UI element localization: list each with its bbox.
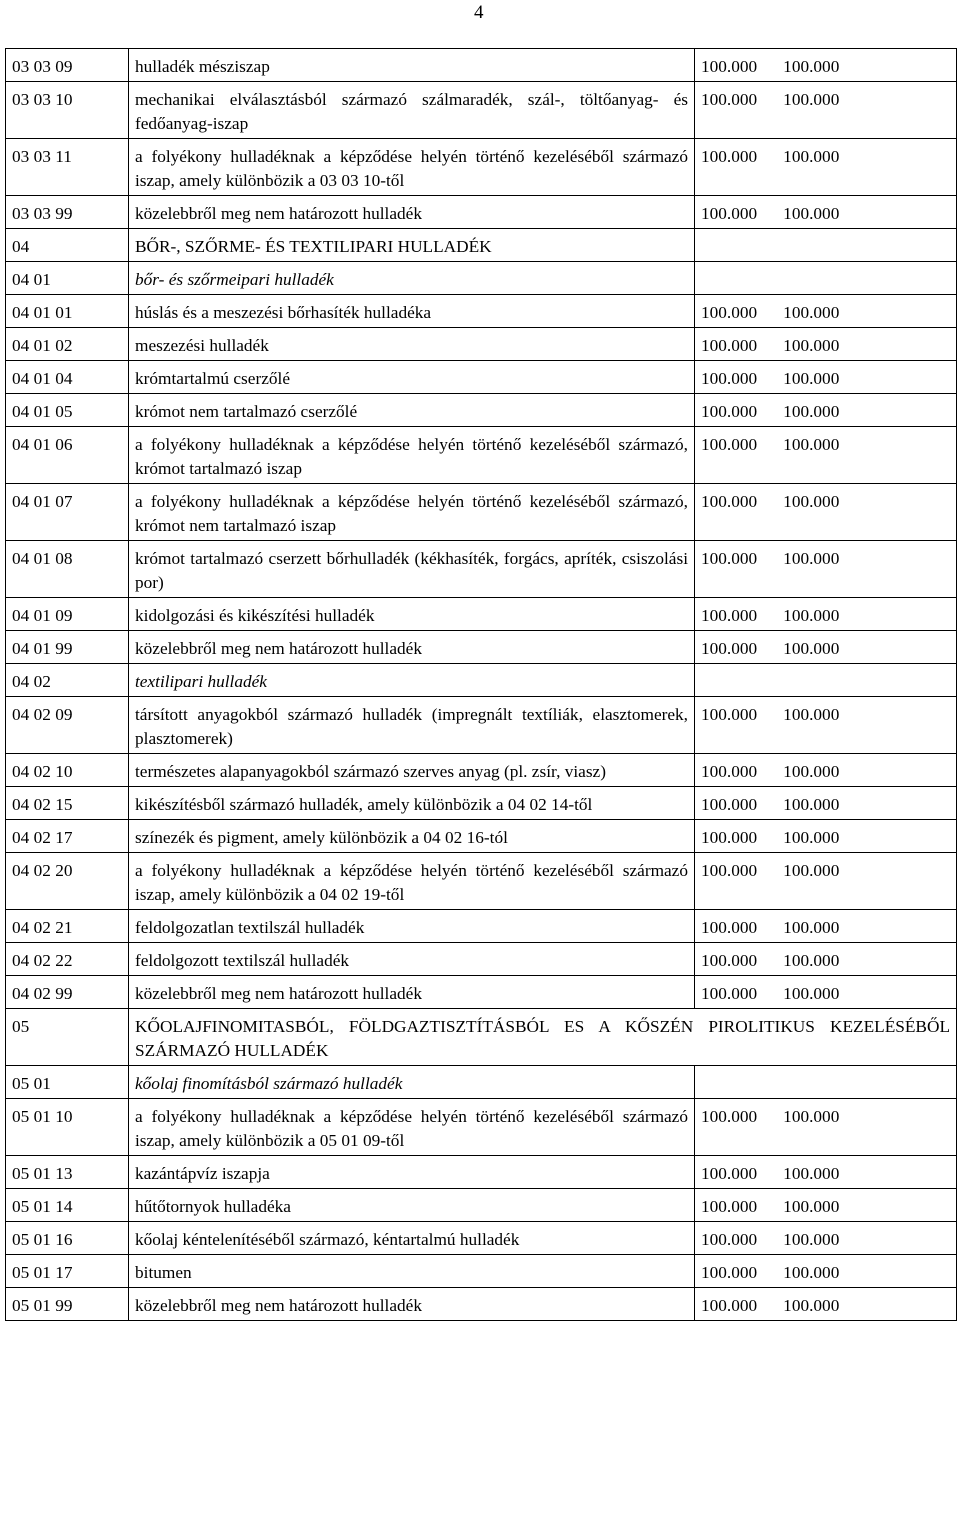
- waste-code-cell: 04 01 99: [6, 631, 129, 664]
- waste-description-cell: BŐR-, SZŐRME- ÉS TEXTILIPARI HULLADÉK: [129, 229, 695, 262]
- table-row: [6, 1288, 957, 1321]
- quantity-cell: [695, 1255, 957, 1288]
- waste-code-cell: 04 01 07: [6, 484, 129, 541]
- waste-code-cell: 04: [6, 229, 129, 262]
- quantity-cell: [695, 910, 957, 943]
- quantity-value-1: 100.000: [701, 1107, 758, 1126]
- waste-description-cell: közelebbről meg nem határozott hulladék: [129, 1288, 695, 1321]
- quantity-value-2: 100.000: [783, 984, 840, 1003]
- waste-code-table: [5, 48, 957, 1321]
- table-row: [6, 631, 957, 664]
- quantity-cell: [695, 196, 957, 229]
- waste-code-cell: 04 02: [6, 664, 129, 697]
- waste-code-cell: 04 02 09: [6, 697, 129, 754]
- quantity-value-1: 100.000: [701, 1263, 758, 1282]
- quantity-cell: [695, 1288, 957, 1321]
- quantity-value-2: 100.000: [783, 549, 840, 568]
- quantity-value-1: 100.000: [701, 1197, 758, 1216]
- quantity-cell: [695, 328, 957, 361]
- waste-description-cell: kikészítésből származó hulladék, amely különbözik a 04 02 14-től: [129, 787, 695, 820]
- quantity-value-2: 100.000: [783, 1230, 840, 1249]
- waste-code-cell: 04 01 02: [6, 328, 129, 361]
- waste-code-cell: 04 01 08: [6, 541, 129, 598]
- waste-description-cell: krómot tartalmazó cserzett bőrhulladék (kékhasíték, forgács, apríték, csiszolási por): [129, 541, 695, 598]
- table-row: [6, 787, 957, 820]
- waste-description-cell: kidolgozási és kikészítési hulladék: [129, 598, 695, 631]
- quantity-value-2: 100.000: [783, 861, 840, 880]
- table-row: [6, 295, 957, 328]
- waste-description-cell: feldolgozatlan textilszál hulladék: [129, 910, 695, 943]
- waste-description-cell: KŐOLAJFINOMITASBÓL, FÖLDGAZTISZTÍTÁSBÓL ES A KŐSZÉN PIROLITIKUS KEZELÉSÉBŐL SZÁRMAZÓ HULLADÉK: [129, 1009, 957, 1066]
- waste-code-cell: 05 01 13: [6, 1156, 129, 1189]
- table-row: [6, 1099, 957, 1156]
- waste-description-cell: hulladék mésziszap: [129, 49, 695, 82]
- waste-code-cell: 05 01 99: [6, 1288, 129, 1321]
- quantity-cell: [695, 1222, 957, 1255]
- quantity-value-2: 100.000: [783, 828, 840, 847]
- quantity-value-1: 100.000: [701, 336, 758, 355]
- table-row: [6, 943, 957, 976]
- waste-description-cell: textilipari hulladék: [129, 664, 695, 697]
- waste-description-cell: közelebbről meg nem határozott hulladék: [129, 631, 695, 664]
- quantity-cell: [695, 631, 957, 664]
- quantity-value-2: 100.000: [783, 336, 840, 355]
- group-row: [6, 229, 957, 262]
- waste-description-cell: bőr- és szőrmeipari hulladék: [129, 262, 695, 295]
- waste-code-cell: 04 02 15: [6, 787, 129, 820]
- subgroup-row: [6, 664, 957, 697]
- quantity-cell: [695, 262, 957, 295]
- quantity-value-1: 100.000: [701, 705, 758, 724]
- waste-code-cell: 03 03 99: [6, 196, 129, 229]
- waste-description-cell: társított anyagokból származó hulladék (impregnált textíliák, elasztomerek, plasztomerek): [129, 697, 695, 754]
- waste-description-cell: a folyékony hulladéknak a képződése helyén történő kezeléséből származó iszap, amely különbözik a 04 02 19-től: [129, 853, 695, 910]
- table-row: [6, 1255, 957, 1288]
- table-row: [6, 82, 957, 139]
- waste-code-cell: 04 01: [6, 262, 129, 295]
- quantity-value-2: 100.000: [783, 1296, 840, 1315]
- waste-code-cell: 04 02 20: [6, 853, 129, 910]
- waste-description-cell: bitumen: [129, 1255, 695, 1288]
- table-row: [6, 1222, 957, 1255]
- table-row: [6, 598, 957, 631]
- quantity-cell: [695, 541, 957, 598]
- quantity-value-2: 100.000: [783, 492, 840, 511]
- quantity-value-2: 100.000: [783, 762, 840, 781]
- waste-description-cell: a folyékony hulladéknak a képződése helyén történő kezeléséből származó, krómot tartalmazó iszap: [129, 427, 695, 484]
- waste-code-cell: 03 03 10: [6, 82, 129, 139]
- quantity-cell: [695, 427, 957, 484]
- waste-code-cell: 04 01 05: [6, 394, 129, 427]
- quantity-cell: [695, 394, 957, 427]
- quantity-value-1: 100.000: [701, 435, 758, 454]
- table-row: [6, 196, 957, 229]
- quantity-value-2: 100.000: [783, 435, 840, 454]
- table-row: [6, 49, 957, 82]
- waste-description-cell: kőolaj finomításból származó hulladék: [129, 1066, 695, 1099]
- quantity-value-2: 100.000: [783, 606, 840, 625]
- quantity-value-1: 100.000: [701, 795, 758, 814]
- waste-code-cell: 05: [6, 1009, 129, 1066]
- quantity-value-2: 100.000: [783, 951, 840, 970]
- waste-code-cell: 05 01 17: [6, 1255, 129, 1288]
- quantity-cell: [695, 1156, 957, 1189]
- waste-description-cell: természetes alapanyagokból származó szerves anyag (pl. zsír, viasz): [129, 754, 695, 787]
- quantity-value-2: 100.000: [783, 204, 840, 223]
- quantity-value-1: 100.000: [701, 1164, 758, 1183]
- quantity-value-1: 100.000: [701, 303, 758, 322]
- waste-code-cell: 04 02 17: [6, 820, 129, 853]
- quantity-cell: [695, 361, 957, 394]
- quantity-cell: [695, 976, 957, 1009]
- waste-code-cell: 04 02 22: [6, 943, 129, 976]
- quantity-cell: [695, 943, 957, 976]
- quantity-value-2: 100.000: [783, 147, 840, 166]
- quantity-value-1: 100.000: [701, 369, 758, 388]
- table-row: [6, 139, 957, 196]
- table-row: [6, 1156, 957, 1189]
- quantity-value-2: 100.000: [783, 1263, 840, 1282]
- quantity-value-1: 100.000: [701, 90, 758, 109]
- waste-description-cell: mechanikai elválasztásból származó szálmaradék, szál-, töltőanyag- és fedőanyag-iszap: [129, 82, 695, 139]
- quantity-value-1: 100.000: [701, 549, 758, 568]
- waste-code-cell: 04 01 09: [6, 598, 129, 631]
- waste-description-cell: közelebbről meg nem határozott hulladék: [129, 976, 695, 1009]
- waste-code-cell: 04 01 01: [6, 295, 129, 328]
- waste-description-cell: feldolgozott textilszál hulladék: [129, 943, 695, 976]
- waste-description-cell: krómot nem tartalmazó cserzőlé: [129, 394, 695, 427]
- quantity-value-1: 100.000: [701, 828, 758, 847]
- quantity-cell: [695, 787, 957, 820]
- waste-code-cell: 03 03 09: [6, 49, 129, 82]
- waste-code-cell: 05 01: [6, 1066, 129, 1099]
- quantity-value-1: 100.000: [701, 1296, 758, 1315]
- quantity-cell: [695, 697, 957, 754]
- waste-description-cell: közelebbről meg nem határozott hulladék: [129, 196, 695, 229]
- quantity-cell: [695, 754, 957, 787]
- waste-description-cell: kőolaj kéntelenítéséből származó, kéntartalmú hulladék: [129, 1222, 695, 1255]
- table-row: [6, 910, 957, 943]
- waste-description-cell: színezék és pigment, amely különbözik a 04 02 16-tól: [129, 820, 695, 853]
- quantity-value-1: 100.000: [701, 762, 758, 781]
- quantity-value-1: 100.000: [701, 918, 758, 937]
- waste-description-cell: a folyékony hulladéknak a képződése helyén történő kezeléséből származó, krómot nem tartalmazó iszap: [129, 484, 695, 541]
- waste-code-cell: 04 02 21: [6, 910, 129, 943]
- quantity-cell: [695, 598, 957, 631]
- quantity-cell: [695, 1099, 957, 1156]
- waste-description-cell: meszezési hulladék: [129, 328, 695, 361]
- quantity-cell: [695, 1066, 957, 1099]
- table-row: [6, 976, 957, 1009]
- quantity-value-2: 100.000: [783, 918, 840, 937]
- quantity-cell: [695, 49, 957, 82]
- table-row: [6, 427, 957, 484]
- quantity-value-2: 100.000: [783, 369, 840, 388]
- waste-code-cell: 04 02 10: [6, 754, 129, 787]
- table-row: [6, 820, 957, 853]
- table-row: [6, 754, 957, 787]
- subgroup-row: [6, 262, 957, 295]
- waste-code-cell: 04 02 99: [6, 976, 129, 1009]
- waste-code-cell: 03 03 11: [6, 139, 129, 196]
- quantity-cell: [695, 820, 957, 853]
- quantity-value-2: 100.000: [783, 1197, 840, 1216]
- quantity-cell: [695, 853, 957, 910]
- waste-description-cell: kazántápvíz iszapja: [129, 1156, 695, 1189]
- waste-code-cell: 05 01 14: [6, 1189, 129, 1222]
- quantity-value-2: 100.000: [783, 705, 840, 724]
- quantity-value-2: 100.000: [783, 57, 840, 76]
- quantity-cell: [695, 229, 957, 262]
- quantity-value-1: 100.000: [701, 606, 758, 625]
- table-row: [6, 697, 957, 754]
- quantity-value-1: 100.000: [701, 402, 758, 421]
- quantity-value-1: 100.000: [701, 861, 758, 880]
- waste-code-cell: 05 01 10: [6, 1099, 129, 1156]
- waste-description-cell: húslás és a meszezési bőrhasíték hulladéka: [129, 295, 695, 328]
- group-row: [6, 1009, 957, 1066]
- quantity-value-1: 100.000: [701, 147, 758, 166]
- table-row: [6, 853, 957, 910]
- table-row: [6, 361, 957, 394]
- quantity-cell: [695, 484, 957, 541]
- quantity-value-2: 100.000: [783, 402, 840, 421]
- waste-code-cell: 04 01 04: [6, 361, 129, 394]
- quantity-value-2: 100.000: [783, 90, 840, 109]
- quantity-value-2: 100.000: [783, 303, 840, 322]
- table-row: [6, 541, 957, 598]
- quantity-cell: [695, 139, 957, 196]
- waste-description-cell: hűtőtornyok hulladéka: [129, 1189, 695, 1222]
- subgroup-row: [6, 1066, 957, 1099]
- quantity-value-1: 100.000: [701, 639, 758, 658]
- page-number: 4: [474, 2, 484, 23]
- quantity-value-2: 100.000: [783, 1107, 840, 1126]
- quantity-cell: [695, 664, 957, 697]
- quantity-value-1: 100.000: [701, 492, 758, 511]
- quantity-value-1: 100.000: [701, 204, 758, 223]
- waste-description-cell: krómtartalmú cserzőlé: [129, 361, 695, 394]
- waste-description-cell: a folyékony hulladéknak a képződése helyén történő kezeléséből származó iszap, amely különbözik a 03 03 10-től: [129, 139, 695, 196]
- waste-code-table-body: [6, 49, 957, 1321]
- waste-description-cell: a folyékony hulladéknak a képződése helyén történő kezeléséből származó iszap, amely különbözik a 05 01 09-től: [129, 1099, 695, 1156]
- quantity-value-2: 100.000: [783, 1164, 840, 1183]
- quantity-value-2: 100.000: [783, 639, 840, 658]
- quantity-cell: [695, 82, 957, 139]
- table-row: [6, 394, 957, 427]
- waste-code-cell: 04 01 06: [6, 427, 129, 484]
- quantity-value-1: 100.000: [701, 984, 758, 1003]
- quantity-value-1: 100.000: [701, 1230, 758, 1249]
- quantity-cell: [695, 295, 957, 328]
- quantity-value-2: 100.000: [783, 795, 840, 814]
- quantity-value-1: 100.000: [701, 951, 758, 970]
- waste-code-cell: 05 01 16: [6, 1222, 129, 1255]
- table-row: [6, 328, 957, 361]
- table-row: [6, 1189, 957, 1222]
- quantity-cell: [695, 1189, 957, 1222]
- table-row: [6, 484, 957, 541]
- quantity-value-1: 100.000: [701, 57, 758, 76]
